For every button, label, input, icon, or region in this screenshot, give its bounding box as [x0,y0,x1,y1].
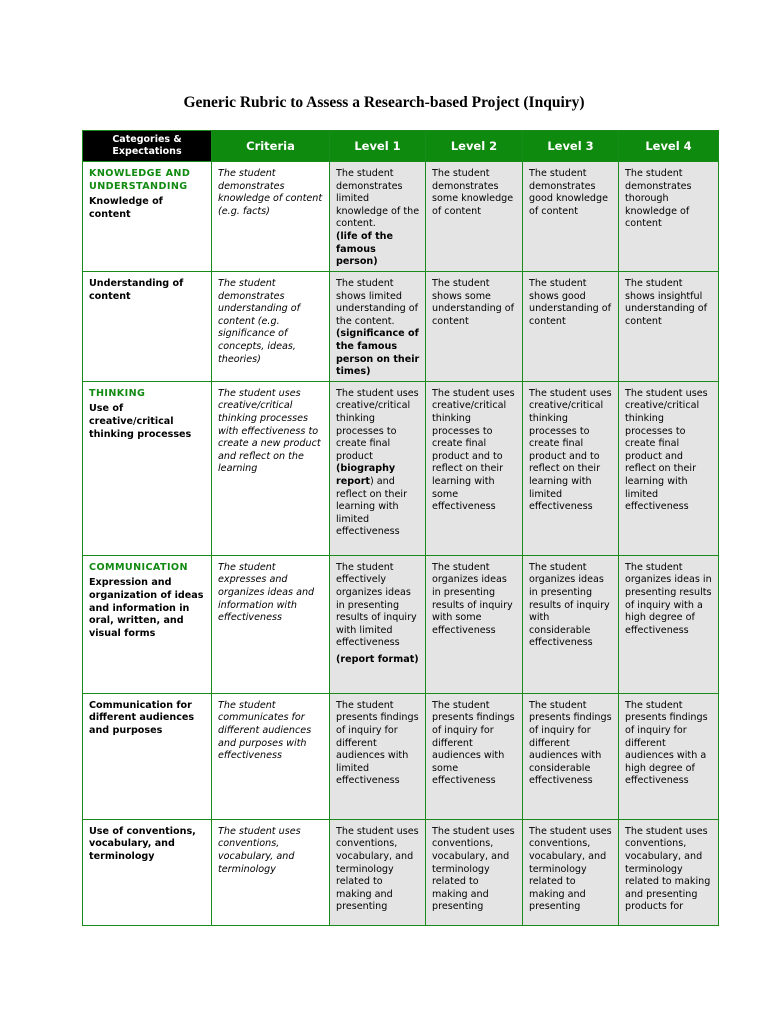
level-4-cell: The student uses conventions, vocabulary, and terminology related to making and presenting products for [619,819,719,925]
category-cell [83,272,212,382]
criteria-cell: The student uses creative/critical thinking processes with effectiveness to create a new product and reflect on the learning [212,381,330,555]
category-cell [83,555,212,693]
level-2-cell: The student presents findings of inquiry for different audiences with some effectiveness [426,693,523,819]
criteria-cell: The student uses conventions, vocabulary, and terminology [212,819,330,925]
level-4-cell: The student presents findings of inquiry for different audiences with a high degree of effectiveness [619,693,719,819]
level-1-text: The student demonstrates limited knowledge of the content. [336,168,420,230]
table-row-communication [83,555,719,693]
category-cell [83,693,212,819]
level-1-cell [330,162,426,272]
category-cell [83,162,212,272]
header-criteria: Criteria [212,131,330,162]
rubric-table [82,130,719,926]
section-label-communication: COMMUNICATION [89,561,188,573]
level-2-cell: The student organizes ideas in presenting results of inquiry with some effectiveness [426,555,523,693]
criteria-cell: The student demonstrates knowledge of content (e.g. facts) [212,162,330,272]
level-1-text-tail: ) and reflect on their learning with limited effectiveness [336,475,408,538]
level-2-cell: The student shows some understanding of content [426,272,523,382]
category-label: Knowledge of content [89,196,163,220]
level-1-note: (report format) [336,653,419,665]
level-1-cell [330,555,426,693]
level-1-cell: The student uses conventions, vocabulary, and terminology related to making and presenting [330,819,426,925]
header-level-4: Level 4 [619,131,719,162]
level-4-cell: The student organizes ideas in presenting results of inquiry with a high degree of effectiveness [619,555,719,693]
level-2-cell: The student uses creative/critical thinking processes to create final product and to reflect on their learning with some effectiveness [426,381,523,555]
section-label-knowledge: KNOWLEDGE AND UNDERSTANDING [89,168,191,192]
header-categories: Categories & Expectations [83,131,212,162]
level-1-cell [330,381,426,555]
header-level-1: Level 1 [330,131,426,162]
level-3-cell: The student organizes ideas in presenting results of inquiry with considerable effectiveness [523,555,619,693]
level-1-note: (life of the famous person) [336,230,394,268]
header-level-3: Level 3 [523,131,619,162]
table-row-understanding [83,272,719,382]
level-1-cell: The student presents findings of inquiry for different audiences with limited effectiveness [330,693,426,819]
header-level-2: Level 2 [426,131,523,162]
level-3-cell: The student demonstrates good knowledge of content [523,162,619,272]
level-1-text: The student uses creative/critical thinking processes to create final product [336,387,419,462]
level-1-text: The student shows limited understanding of the content. [336,278,419,327]
category-label: Understanding of content [89,278,184,302]
level-1-cell [330,272,426,382]
level-4-cell: The student demonstrates thorough knowledge of content [619,162,719,272]
section-label-thinking: THINKING [89,387,146,399]
table-row-knowledge [83,162,719,272]
page-title: Generic Rubric to Assess a Research-based Project (Inquiry) [183,94,585,111]
category-label: Communication for different audiences and purposes [89,699,195,736]
level-3-cell: The student uses conventions, vocabulary, and terminology related to making and presenting [523,819,619,925]
level-3-cell: The student shows good understanding of content [523,272,619,382]
level-1-note: (biography report [336,463,396,487]
level-2-cell: The student demonstrates some knowledge of content [426,162,523,272]
table-row-conventions [83,819,719,925]
category-cell [83,819,212,925]
table-row-audiences [83,693,719,819]
level-4-cell: The student shows insightful understanding of content [619,272,719,382]
level-1-note: (significance of the famous person on their times) [336,328,420,378]
criteria-cell: The student demonstrates understanding of content (e.g. significance of concepts, ideas, theories) [212,272,330,382]
category-label: Expression and organization of ideas and information in oral, written, and visual forms [89,577,204,639]
table-row-thinking [83,381,719,555]
category-label: Use of conventions, vocabulary, and terminology [89,825,196,862]
criteria-cell: The student expresses and organizes ideas and information with effectiveness [212,555,330,693]
category-label: Use of creative/critical thinking processes [89,403,192,440]
level-2-cell: The student uses conventions, vocabulary, and terminology related to making and presenting [426,819,523,925]
table-header-row [83,131,719,162]
level-4-cell: The student uses creative/critical thinking processes to create final product and reflect on their learning with limited effectiveness [619,381,719,555]
level-3-cell: The student uses creative/critical thinking processes to create final product and to reflect on their learning with limited effectiveness [523,381,619,555]
category-cell [83,381,212,555]
level-3-cell: The student presents findings of inquiry for different audiences with considerable effectiveness [523,693,619,819]
criteria-cell: The student communicates for different audiences and purposes with effectiveness [212,693,330,819]
level-1-text: The student effectively organizes ideas in presenting results of inquiry with limited effectiveness [336,561,417,649]
